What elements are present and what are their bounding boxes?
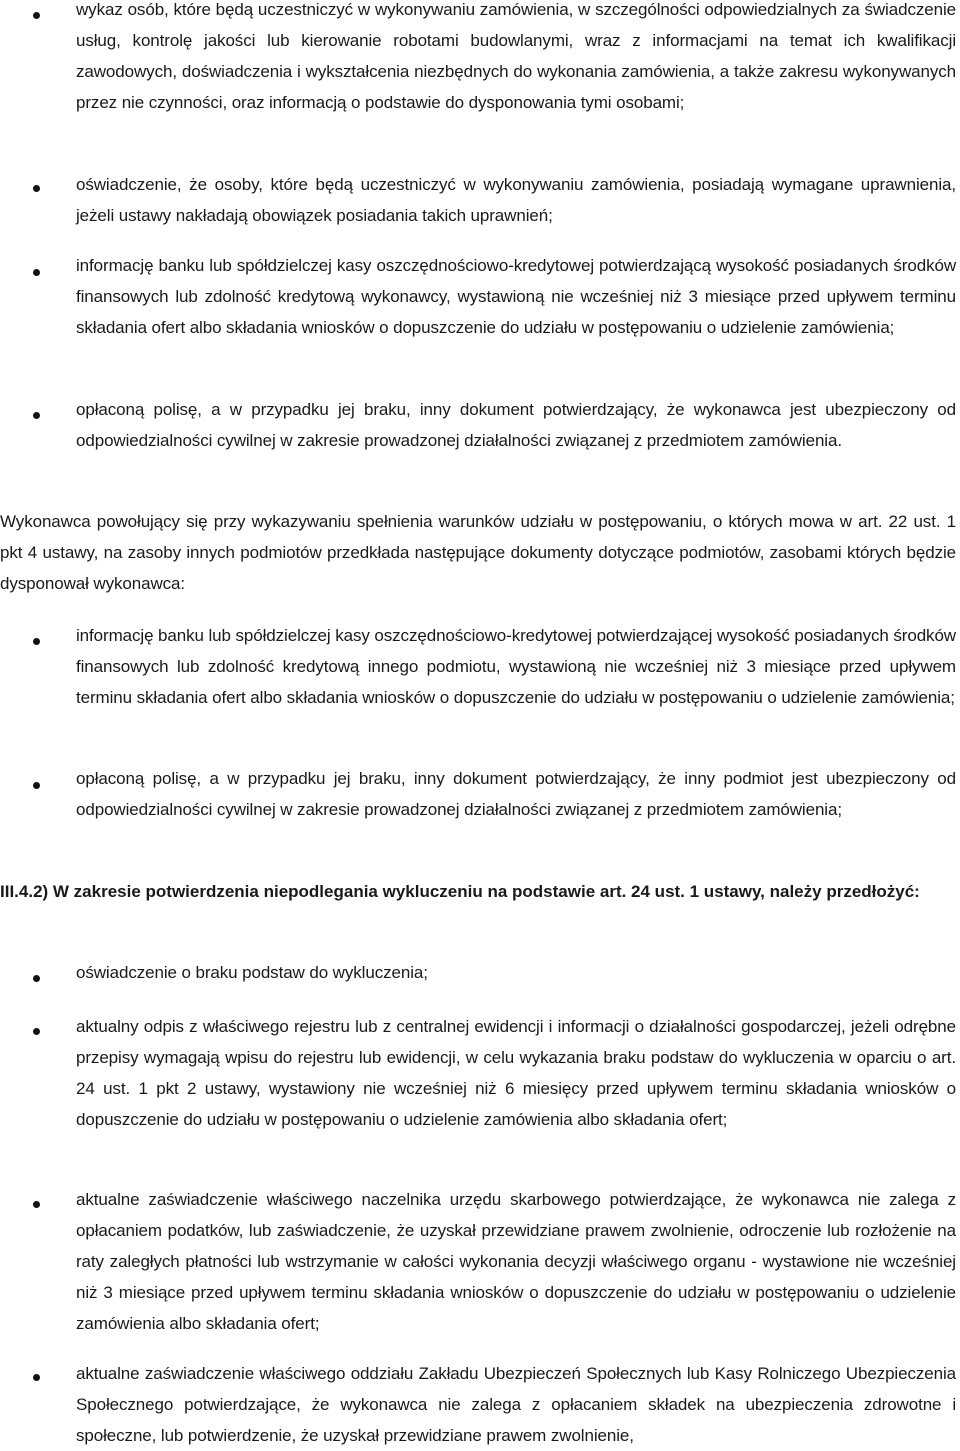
list-item-text: aktualne zaświadczenie właściwego oddziału Zakładu Ubezpieczeń Społecznych lub Kasy Rolniczego Ubezpieczenia Społecznego potwierdzające, że wykonawca nie zalega z opłacaniem składek na ubezpieczenia zdrowotne i społeczne, lub potwierdzenie, że uzyskał przewidziane prawem zwolnienie, (76, 1364, 956, 1445)
list-item-text: opłaconą polisę, a w przypadku jej braku, inny dokument potwierdzający, że inny podmiot jest ubezpieczony od odpowiedzialności cywilnej w zakresie prowadzonej działalności związanej z przedmiotem zamówienia; (76, 769, 956, 819)
bullet-icon (33, 1028, 40, 1035)
bullet-icon (33, 12, 40, 19)
paragraph-text: Wykonawca powołujący się przy wykazywaniu spełnienia warunków udziału w postępowaniu, o których mowa w art. 22 ust. 1 pkt 4 ustawy, na zasoby innych podmiotów przedkłada następujące dokumenty dotyczące podmiotów, zasobami których będzie dysponował wykonawca: (0, 512, 956, 593)
bullet-icon (33, 269, 40, 276)
list-item-text: aktualny odpis z właściwego rejestru lub z centralnej ewidencji i informacji o działalności gospodarczej, jeżeli odrębne przepisy wymagają wpisu do rejestru lub ewidencji, w celu wykazania braku podstaw do wykluczenia w oparciu o art. 24 ust. 1 pkt 2 ustawy, wystawiony nie wcześniej niż 6 miesięcy przed upływem terminu składania wniosków o dopuszczenie do udziału w postępowaniu o udzielenie zamówienia albo składania ofert; (76, 1017, 956, 1129)
heading-text: III.4.2) W zakresie potwierdzenia niepodlegania wykluczeniu na podstawie art. 24 ust. 1 ustawy, należy przedłożyć: (0, 882, 920, 901)
bullet-icon (33, 412, 40, 419)
bullet-icon (33, 975, 40, 982)
bullet-icon (33, 185, 40, 192)
list-item-text: informację banku lub spółdzielczej kasy oszczędnościowo-kredytowej potwierdzającą wysokość posiadanych środków finansowych lub zdolność kredytową wykonawcy, wystawioną nie wcześniej niż 3 miesiące przed upływem terminu składania ofert albo składania wniosków o dopuszczenie do udziału w postępowaniu o udzielenie zamówienia; (76, 256, 956, 337)
list-item-text: wykaz osób, które będą uczestniczyć w wykonywaniu zamówienia, w szczególności odpowiedzialnych za świadczenie usług, kontrolę jakości lub kierowanie robotami budowlanymi, wraz z informacjami na temat ich kwalifikacji zawodowych, doświadczenia i wykształcenia niezbędnych do wykonania zamówienia, a także zakresu wykonywanych przez nie czynności, oraz informacją o podstawie do dysponowania tymi osobami; (76, 0, 956, 112)
list-item-text: opłaconą polisę, a w przypadku jej braku, inny dokument potwierdzający, że wykonawca jest ubezpieczony od odpowiedzialności cywilnej w zakresie prowadzonej działalności związanej z przedmiotem zamówienia. (76, 400, 956, 450)
bullet-icon (33, 638, 40, 645)
bullet-icon (33, 782, 40, 789)
list-item-text: oświadczenie, że osoby, które będą uczestniczyć w wykonywaniu zamówienia, posiadają wymagane uprawnienia, jeżeli ustawy nakładają obowiązek posiadania takich uprawnień; (76, 175, 956, 225)
bullet-icon (33, 1201, 40, 1208)
list-item-text: informację banku lub spółdzielczej kasy oszczędnościowo-kredytowej potwierdzającej wysokość posiadanych środków finansowych lub zdolność kredytową innego podmiotu, wystawioną nie wcześniej niż 3 miesiące przed upływem terminu składania ofert albo składania wniosków o dopuszczenie do udziału w postępowaniu o udzielenie zamówienia; (76, 626, 956, 707)
bullet-icon (33, 1374, 40, 1381)
list-item-text: aktualne zaświadczenie właściwego naczelnika urzędu skarbowego potwierdzające, że wykonawca nie zalega z opłacaniem podatków, lub zaświadczenie, że uzyskał przewidziane prawem zwolnienie, odroczenie lub rozłożenie na raty zaległych płatności lub wstrzymanie w całości wykonania decyzji właściwego organu - wystawione nie wcześniej niż 3 miesiące przed upływem terminu składania wniosków o dopuszczenie do udziału w postępowaniu o udzielenie zamówienia albo składania ofert; (76, 1190, 956, 1333)
list-item-text: oświadczenie o braku podstaw do wykluczenia; (76, 963, 428, 982)
